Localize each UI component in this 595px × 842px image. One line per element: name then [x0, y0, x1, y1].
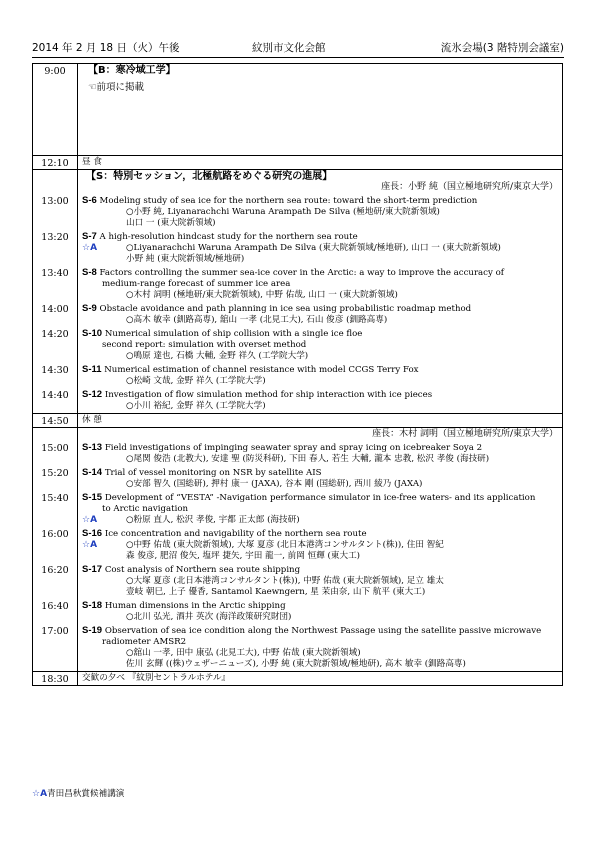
- talk-cell: [78, 363, 563, 388]
- talk-authors: ○高木 敏幸 (釧路高専), 舘山 一孝 (北見工大), 石山 俊彦 (釧路高専): [126, 315, 388, 325]
- talk-row: [33, 266, 563, 302]
- award-star-icon: ☆A: [82, 243, 98, 253]
- session-s-header: [33, 170, 563, 195]
- talk-cell: [78, 302, 563, 327]
- talk-id: S-11: [82, 364, 102, 375]
- award-star-icon: ☆A: [82, 540, 98, 550]
- talk-authors: 壹岐 朝巳, 上子 優香, Santamol Kaewngern, 星 茉由奈, 山下 航平 (東大工): [126, 587, 426, 597]
- talk-id: S-8: [82, 267, 97, 278]
- dinner-time: 18:30: [33, 672, 78, 686]
- talk-row: [33, 466, 563, 491]
- talk-id: S-18: [82, 600, 103, 611]
- talk-title: Numerical estimation of channel resistance with model CCGS Terry Fox: [104, 365, 419, 375]
- talk-id: S-9: [82, 303, 97, 314]
- header-date: 2014 年 2 月 18 日（火）午後: [32, 42, 180, 54]
- talk-time: 15:00: [33, 441, 78, 466]
- talk-title: Field investigations of impinging seawater spray and spray icing on icebreaker Soya 2: [104, 443, 483, 453]
- talks-group-b: [33, 441, 563, 672]
- break-row: [33, 414, 563, 428]
- block-b-cell: [78, 64, 563, 156]
- talk-cell: [78, 230, 563, 266]
- talk-title-line: [82, 195, 558, 207]
- talk-title-cont: medium-range forecast of summer ice area: [102, 279, 291, 289]
- talk-title: Ice concentration and navigability of the northern sea route: [104, 529, 367, 539]
- talk-time: 13:00: [33, 194, 78, 230]
- talk-title: Obstacle avoidance and path planning in ice sea using probabilistic roadmap method: [99, 304, 472, 314]
- talk-row: [33, 624, 563, 672]
- talk-title-line: [82, 442, 558, 454]
- break-label: 休 憩: [78, 414, 563, 428]
- talk-row: [33, 527, 563, 563]
- talk-row: [33, 230, 563, 266]
- dinner-row: [33, 672, 563, 686]
- talk-title: A high-resolution hindcast study for the northern sea route: [99, 232, 358, 242]
- talk-row: [33, 599, 563, 624]
- talk-row: [33, 302, 563, 327]
- session-s-title: 【S：特別セッション，北極航路をめぐる研究の進展】: [86, 171, 333, 182]
- talk-row: [33, 388, 563, 414]
- talk-id: S-14: [82, 467, 103, 478]
- talk-row: [33, 194, 563, 230]
- talk-id: S-16: [82, 528, 103, 539]
- talk-id: S-10: [82, 328, 103, 339]
- talk-authors: ○小川 裕紀, 金野 祥久 (工学院大学): [126, 401, 266, 411]
- talk-row: [33, 563, 563, 599]
- talk-id: S-19: [82, 625, 103, 636]
- talk-authors: ○木村 詞明 (極地研/東大院新領域), 中野 佑哉, 山口 一 (東大院新領域): [126, 290, 398, 300]
- talk-title: Modeling study of sea ice for the northern sea route: toward the short-term prediction: [99, 196, 478, 206]
- footnote-text: 青田昌秋賞候補講演: [47, 789, 125, 799]
- award-author-row: [82, 243, 558, 254]
- talk-title-line: [82, 528, 558, 540]
- talk-title-cont: to Arctic navigation: [102, 504, 189, 514]
- talk-cell: [78, 441, 563, 466]
- header-room: 流氷会場(3 階特別会議室): [440, 42, 564, 54]
- talk-cell: [78, 388, 563, 414]
- talk-title-line: [82, 389, 558, 401]
- award-star-icon: ☆A: [32, 789, 48, 799]
- talk-authors: ○松崎 文哉, 金野 祥久 (工学院大学): [126, 376, 266, 386]
- award-author-row: [82, 540, 558, 551]
- talk-time: 16:00: [33, 527, 78, 563]
- talk-id: S-13: [82, 442, 103, 453]
- talk-title-line: [82, 267, 558, 279]
- block-b-note: ☜前項に掲載: [88, 82, 145, 93]
- talk-title-cont: radiometer AMSR2: [102, 637, 187, 647]
- talk-id: S-15: [82, 492, 103, 503]
- talk-authors: ○尾関 俊浩 (北教大), 安達 聖 (防災科研), 下田 春人, 若生 大輔, 瀧本 忠教, 松沢 孝俊 (海技研): [126, 454, 490, 464]
- talk-title: Factors controlling the summer sea-ice cover in the Arctic: a way to improve the accuracy of: [99, 268, 504, 278]
- award-star-icon: ☆A: [82, 515, 98, 525]
- talk-time: 14:20: [33, 327, 78, 363]
- talk-time: 13:20: [33, 230, 78, 266]
- award-author-row: [82, 515, 558, 526]
- talk-title: Development of “VESTA” -Navigation performance simulator in ice-free waters- and its application: [104, 493, 536, 503]
- chair-2: 座長：木村 詞明（国立極地研究所/東京大学）: [372, 429, 558, 439]
- page-header: [32, 40, 564, 56]
- talk-authors: ○小野 純, Liyanarachchi Waruna Arampath De Silva (極地研/東大院新領域): [126, 207, 440, 217]
- talk-time: 14:30: [33, 363, 78, 388]
- header-rule: [32, 57, 564, 58]
- dinner-label: 交歓の夕べ 『紋別セントラルホテル』: [78, 672, 563, 686]
- lunch-label: 昼 食: [78, 156, 563, 170]
- talk-authors: ○舘山 一孝, 田中 康弘 (北見工大), 中野 佑哉 (東大院新領域): [126, 648, 361, 658]
- talk-authors: ○中野 佑哉 (東大院新領域), 大塚 夏彦 (北日本港湾コンサルタント(株)), 住田 智紀: [126, 540, 444, 550]
- talk-time: 15:20: [33, 466, 78, 491]
- block-b-title: 【B：寒冷域工学】: [88, 65, 176, 76]
- talk-cell: [78, 624, 563, 672]
- talk-authors: ○大塚 夏彦 (北日本港湾コンサルタント(株)), 中野 佑哉 (東大院新領域), 足立 雄太: [126, 576, 444, 586]
- talk-id: S-7: [82, 231, 97, 242]
- talk-time: 17:00: [33, 624, 78, 672]
- talk-time: 16:40: [33, 599, 78, 624]
- talk-cell: [78, 194, 563, 230]
- talk-authors: ○Liyanarachchi Waruna Arampath De Silva (東大院新領域/極地研), 山口 一 (東大院新領域): [126, 243, 501, 253]
- talk-title-line: [82, 564, 558, 576]
- talk-title: Investigation of flow simulation method for ship interaction with ice pieces: [104, 390, 433, 400]
- talk-authors: ○鳴原 達也, 石橋 大輔, 金野 祥久 (工学院大学): [126, 351, 309, 361]
- talk-authors: ○安部 智久 (国総研), 押村 康一 (JAXA), 谷本 剛 (国総研), 西川 綾乃 (JAXA): [126, 479, 423, 489]
- talk-authors: 小野 純 (東大院新領域/極地研): [126, 254, 245, 264]
- talk-title-line: [82, 303, 558, 315]
- talk-title-line: [82, 328, 558, 340]
- talk-row: [33, 363, 563, 388]
- talk-title: Numerical simulation of ship collision with a single ice floe: [104, 329, 363, 339]
- talk-cell: [78, 563, 563, 599]
- talk-cell: [78, 266, 563, 302]
- talk-authors: ○粉原 直人, 松沢 孝俊, 宇都 正太郎 (海技研): [126, 515, 300, 525]
- talk-id: S-6: [82, 195, 97, 206]
- talk-title: Cost analysis of Northern sea route shipping: [104, 565, 301, 575]
- talk-authors: ○北川 弘光, 酒井 英次 (海洋政策研究財団): [126, 612, 292, 622]
- schedule-table: [32, 63, 563, 686]
- talk-cell: [78, 466, 563, 491]
- talk-authors: 佐川 玄輝 ((株)ウェザーニューズ), 小野 純 (東大院新領域/極地研), 高木 敏幸 (釧路高専): [126, 659, 466, 669]
- talk-title-cont: second report: simulation with overset method: [102, 340, 307, 350]
- talk-authors: 森 俊彦, 肥沼 俊矢, 塩坪 捷矢, 宇田 龍一, 前岡 恒輝 (東大工): [126, 551, 361, 561]
- talk-id: S-17: [82, 564, 103, 575]
- talk-time: 16:20: [33, 563, 78, 599]
- talk-time: 14:00: [33, 302, 78, 327]
- talk-authors: 山口 一 (東大院新領域): [126, 218, 216, 228]
- footnote: [32, 787, 124, 799]
- block-b-row: [33, 64, 563, 156]
- talks-group-a: [33, 194, 563, 414]
- talk-time: 14:40: [33, 388, 78, 414]
- talk-id: S-12: [82, 389, 103, 400]
- talk-cell: [78, 527, 563, 563]
- chair-1: 座長：小野 純（国立極地研究所/東京大学）: [381, 182, 558, 192]
- block-b-time: 9:00: [33, 64, 78, 156]
- lunch-time: 12:10: [33, 156, 78, 170]
- talk-cell: [78, 327, 563, 363]
- talk-time: 13:40: [33, 266, 78, 302]
- talk-title-line: [82, 364, 558, 376]
- talk-time: 15:40: [33, 491, 78, 527]
- talk-title-line: [82, 625, 558, 637]
- chair-2-row: [33, 428, 563, 442]
- talk-title: Trial of vessel monitoring on NSR by satellite AIS: [104, 468, 322, 478]
- lunch-row: [33, 156, 563, 170]
- talk-title: Observation of sea ice condition along the Northwest Passage using the satellite passive microwave: [104, 626, 542, 636]
- talk-title: Human dimensions in the Arctic shipping: [104, 601, 286, 611]
- talk-cell: [78, 599, 563, 624]
- talk-row: [33, 441, 563, 466]
- talk-title-line: [82, 467, 558, 479]
- talk-title-line: [82, 600, 558, 612]
- talk-row: [33, 327, 563, 363]
- talk-title-line: [82, 231, 558, 243]
- talk-title-line: [82, 492, 558, 504]
- break-time: 14:50: [33, 414, 78, 428]
- talk-cell: [78, 491, 563, 527]
- header-venue: 紋別市文化会館: [252, 42, 326, 54]
- talk-row: [33, 491, 563, 527]
